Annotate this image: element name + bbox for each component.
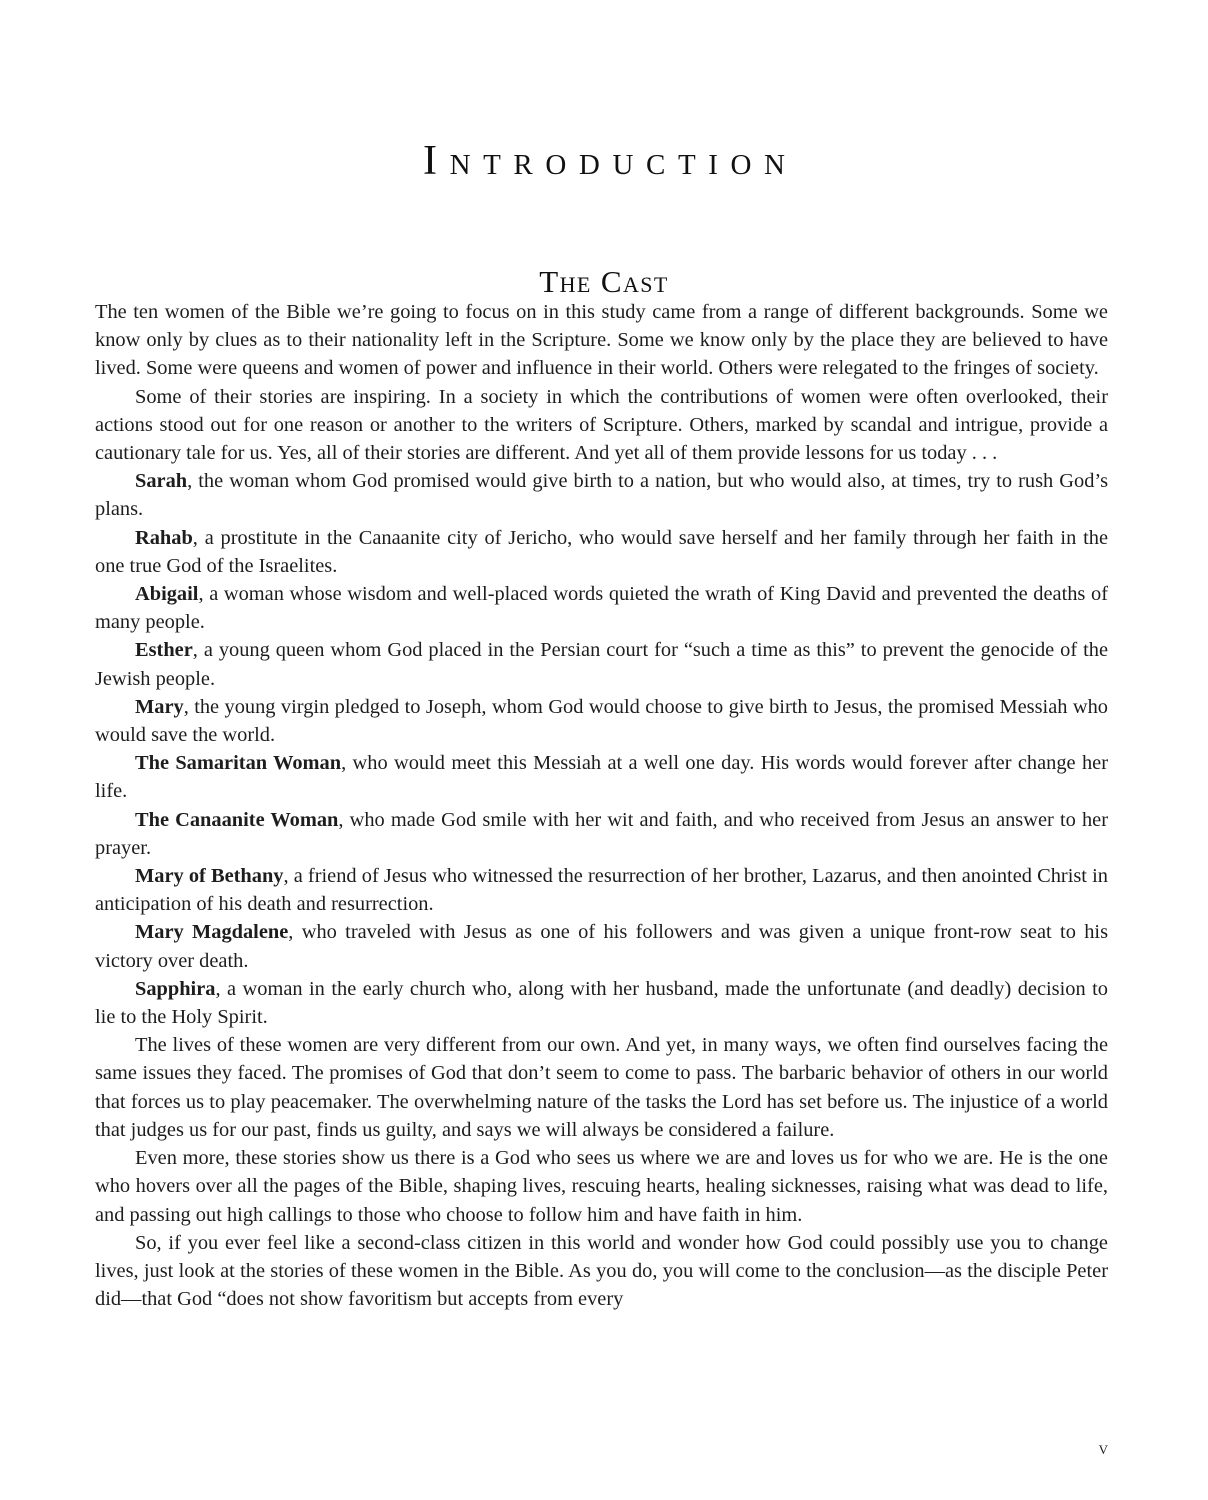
paragraph: So, if you ever feel like a second-class citizen in this world and wonder how God could possibly use you to change lives, just look at the stories of these women in the Bible. As you do, you will come to the conclusion—as the disciple Peter did—that God “does not show favoritism but accepts from every bbox=[95, 1231, 1108, 1311]
body-text bbox=[95, 298, 1108, 1313]
paragraph: Even more, these stories show us there is a God who sees us where we are and loves us for who we are. He is the one who hovers over all the pages of the Bible, shaping lives, rescuing hearts, healing sicknesses, raising what was dead to life, and passing out high callings to those who choose to follow him and have faith in him. bbox=[95, 1147, 1108, 1226]
cast-entry-name: Mary of Bethany bbox=[135, 865, 284, 888]
cast-entry-description: , who traveled with Jesus as one of his followers and was given a unique front-row seat to his victory over death. bbox=[95, 921, 1109, 972]
cast-entry-name: Sarah bbox=[135, 470, 188, 493]
cast-entry-name: The Canaanite Woman bbox=[135, 808, 339, 831]
cast-entry-description: , a woman whose wisdom and well-placed words quieted the wrath of King David and prevented the deaths of many people. bbox=[95, 583, 1108, 634]
cast-entry-description: , who made God smile with her wit and faith, and who received from Jesus an answer to her prayer. bbox=[95, 808, 1108, 859]
cast-entry bbox=[95, 918, 1108, 974]
cast-entry-description: , a prostitute in the Canaanite city of Jericho, who would save herself and her family through her faith in the one true God of the Israelites. bbox=[95, 526, 1108, 577]
cast-entry-name: Esther bbox=[135, 639, 193, 662]
cast-entry bbox=[95, 975, 1108, 1031]
cast-entry-name: Rahab bbox=[135, 526, 193, 549]
cast-entry-name: Mary Magdalene bbox=[135, 921, 289, 944]
cast-entry-description: , a woman in the early church who, along with her husband, made the unfortunate (and deadly) decision to lie to the Holy Spirit. bbox=[95, 977, 1108, 1029]
cast-entry bbox=[95, 749, 1108, 805]
cast-entry bbox=[95, 524, 1108, 580]
cast-entry bbox=[95, 862, 1108, 918]
cast-entry-description: , a friend of Jesus who witnessed the resurrection of her brother, Lazarus, and then anointed Christ in anticipation of his death and resurrection. bbox=[95, 865, 1108, 916]
cast-entry-description: , the woman whom God promised would give birth to a nation, but who would also, at times, try to rush God’s plans. bbox=[95, 470, 1108, 521]
cast-entry-description: , the young virgin pledged to Joseph, whom God would choose to give birth to Jesus, the promised Messiah who would save the world. bbox=[95, 695, 1108, 747]
section-heading: The Cast bbox=[539, 263, 669, 299]
cast-entry-description: , a young queen whom God placed in the Persian court for “such a time as this” to prevent the genocide of the Jewish people. bbox=[95, 639, 1108, 690]
paragraph: Some of their stories are inspiring. In a society in which the contributions of women were often overlooked, their actions stood out for one reason or another to the writers of Scripture. Others, marked by scandal and intrigue, provide a cautionary tale for us. Yes, all of their stories are different. And yet all of them provide lessons for us today . . . bbox=[95, 385, 1108, 465]
cast-entry-name: Mary bbox=[135, 695, 184, 718]
page-title: Introduction bbox=[422, 138, 798, 185]
page-number: v bbox=[1098, 1438, 1108, 1459]
paragraph: The ten women of the Bible we’re going to focus on in this study came from a range of different backgrounds. Some we know only by clues as to their nationality left in the Scripture. Some we know only by the place they are believed to have lived. Some were queens and women of power and influence in their world. Others were relegated to the fringes of society. bbox=[95, 301, 1108, 380]
cast-entry bbox=[95, 636, 1108, 692]
cast-entry-name: Sapphira bbox=[135, 977, 216, 1000]
cast-entry bbox=[95, 580, 1108, 636]
cast-entry-description: , who would meet this Messiah at a well one day. His words would forever after change her life. bbox=[95, 752, 1108, 803]
cast-entry-name: Abigail bbox=[135, 583, 199, 606]
cast-entry bbox=[95, 467, 1108, 523]
paragraph: The lives of these women are very different from our own. And yet, in many ways, we often find ourselves facing the same issues they faced. The promises of God that don’t seem to come to pass. The barbaric behavior of others in our world that forces us to play peacemaker. The overwhelming nature of the tasks the Lord has set before us. The injustice of a world that judges us for our past, finds us guilty, and says we will always be considered a failure. bbox=[95, 1034, 1108, 1141]
cast-entry bbox=[95, 693, 1108, 749]
cast-entry bbox=[95, 806, 1108, 862]
cast-entry-name: The Samaritan Woman bbox=[135, 752, 342, 775]
